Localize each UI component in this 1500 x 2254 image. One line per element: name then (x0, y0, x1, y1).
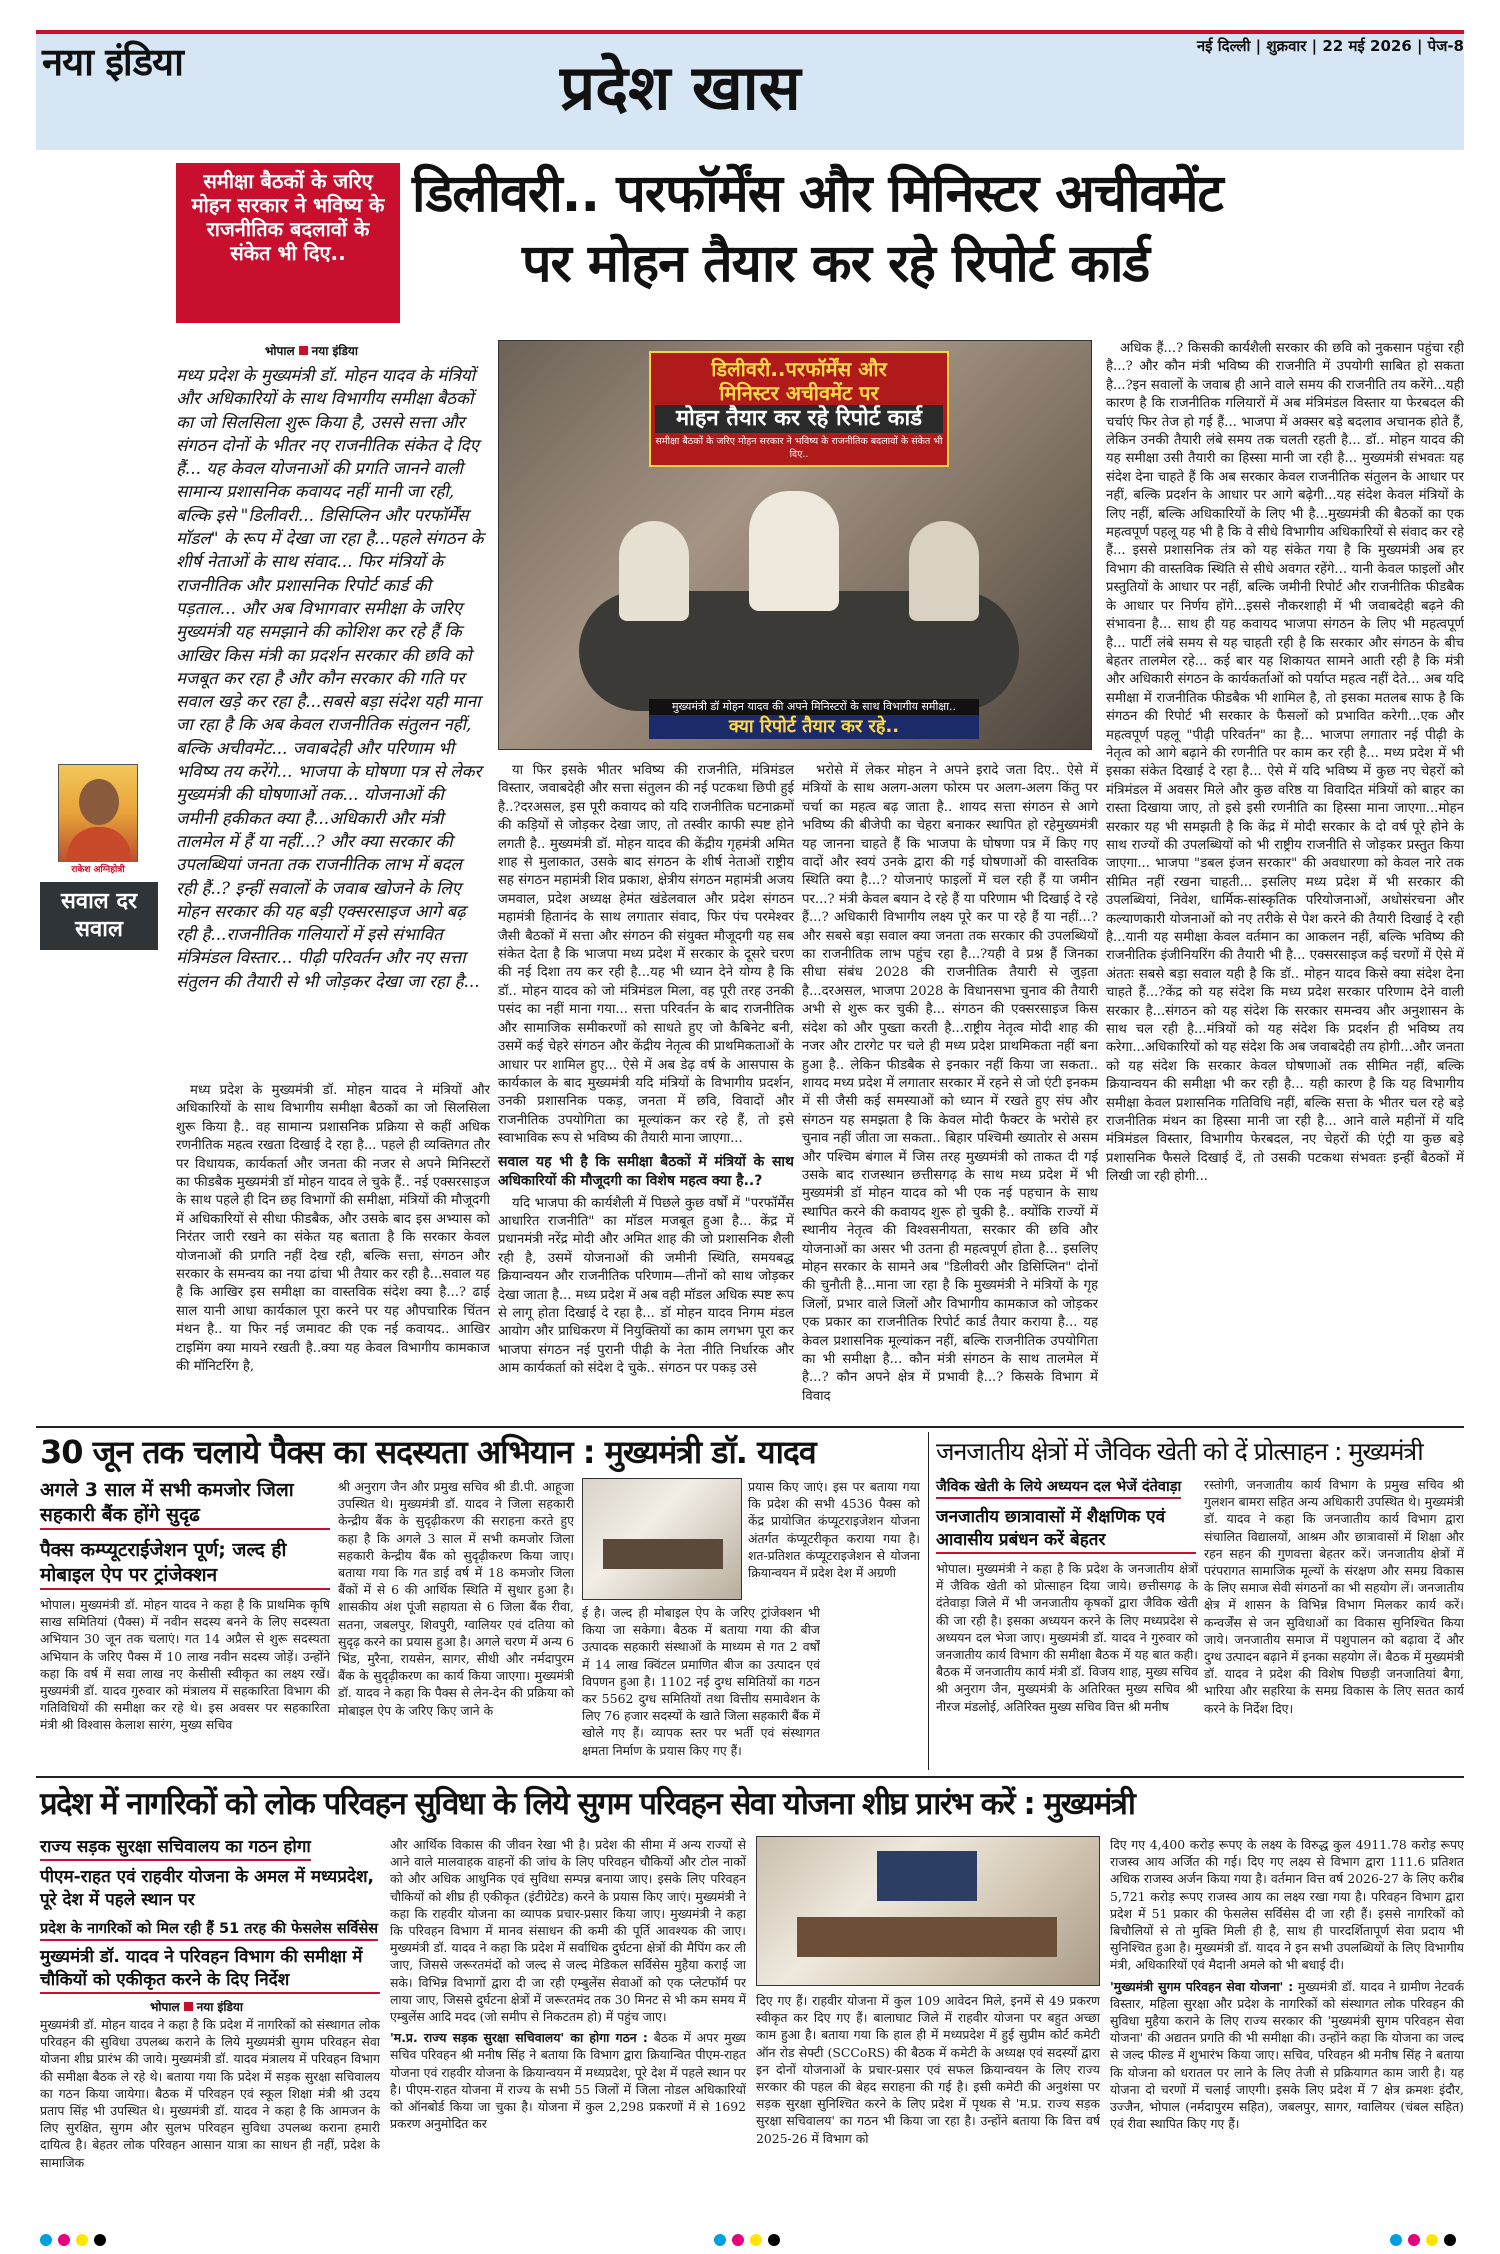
dateline-source: नया इंडिया (196, 2000, 244, 2014)
reg-dot (40, 2234, 52, 2246)
dateline-source: नया इंडिया (311, 344, 359, 358)
section-title: प्रदेश खास (560, 51, 801, 124)
dateline-city: भोपाल (265, 344, 295, 358)
story2-photo (582, 1478, 742, 1600)
story3-col-1: भोपाल। मुख्यमंत्री ने कहा है कि प्रदेश के जनजातीय क्षेत्रों में जैविक खेती को प्रोत्साहन दिया जाये। छत्तीसगढ़ के दंतेवाड़ा जिले में भी जनजातीय कृषकों द्वारा जैविक खेती की जा रही है। इसका अध्ययन करने के लिए मध्यप्रदेश से अध्ययन दल भेजा जाए। मुख्यमंत्री डॉ. यादव ने गुरुवार को जनजातीय कार्य विभाग की समीक्षा बैठक में यह बात कही। बैठक में जनजातीय कार्य मंत्री डॉ. विजय शाह, मुख्य सचिव श्री अनुराग जैन, मुख्यमंत्री के अतिरिक्त मुख्य सचिव श्री नीरज मंडलोई, अतिरिक्त मुख्य सचिव वित्त श्री मनीष (936, 1561, 1198, 1714)
lead-kicker-box (176, 163, 400, 323)
date-line: नई दिल्ली | शुक्रवार | 22 मई 2026 | पेज-8 (1196, 37, 1464, 55)
story2-sub2: पैक्स कम्प्यूटराईजेशन पूर्ण; जल्द ही मोबाइल ऐप पर ट्रांजेक्शन (40, 1538, 330, 1590)
story4-sub1: राज्य सड़क सुरक्षा सचिवालय का गठन होगा (40, 1836, 311, 1861)
story2-col-2: श्री अनुराग जैन और प्रमुख सचिव श्री डी.पी. आहूजा उपस्थित थे। मुख्यमंत्री डॉ. यादव ने जिला सहकारी केन्द्रीय बैंक के सुदृढ़ीकरण की सराहना करते हुए कहा है कि अगले 3 साल में सभी कमजोर जिला सहकारी केन्द्रीय बैंक को सुदृढ़ीकरण किया जाए। बताया गया कि गत डाई वर्ष में 18 कमजोर जिला बैंकों में से 6 की आर्थिक स्थिति में सुधार हुआ है। शासकीय अंश पूंजी सहायता से 6 जिला बैंक रीवा, सतना, जबलपुर, शिवपुरी, ग्वालियर एवं दतिया को सुदृढ़ करने का प्रयास हुआ है। अगले चरण में अन्य 6 भिंड, मुरैना, रायसेन, सागर, सीधी और नर्मदापुरम बैंक के सुदृढ़ीकरण का कार्य किया जाएगा। मुख्यमंत्री डॉ. यादव ने कहा कि पैक्स से लेन-देन की प्रक्रिया को मोबाइल ऐप के जरिए किए जाने के (338, 1479, 574, 1718)
lead-photo (498, 340, 1092, 750)
story4-col-4-text: दिए गए 4,400 करोड़ रूपए के लक्ष्य के विरुद्ध कुल 4911.78 करोड़ रूपए राजस्व आय अर्जित की गई। दिए गए लक्ष्य से विभाग द्वारा 111.6 प्रतिशत अधिक राजस्व अर्जन किया गया है। वर्तमान वित्त वर्ष 2026-27 के लिए करीब 5,721 करोड़ रूपए राजस्व आय का लक्ष्य रखा गया है। परिवहन विभाग द्वारा प्रदेश में 51 प्रकार की फेसलेस सर्विसेस दी जा रही हैं। इससे नागरिकों को बिचौलियों से तो मुक्ति मिली ही है, साथ ही पारदर्शितापूर्ण सेवा प्रदाय भी सुनिश्चित हुआ है। मुख्यमंत्री डॉ. यादव ने इन सभी उपलब्धियों के लिए विभागीय मंत्री, अधिकारियों एवं मैदानी अमले को भी बधाई दी। (1110, 1837, 1464, 1973)
reg-dot (714, 2234, 726, 2246)
story3-sub2: जनजातीय छात्रावासों में शैक्षणिक एवं आवासीय प्रबंधन करें बेहतर (936, 1506, 1196, 1554)
story4-sub3: प्रदेश के नागरिकों को मिल रही हैं 51 तरह की फेसलेस सर्विसेस (40, 1919, 378, 1941)
lead-dateline (265, 342, 358, 359)
story4-sub4: मुख्यमंत्री डॉ. यादव ने परिवहन विभाग की समीक्षा में चौकियों को एकीकृत करने के दिए निर्देश (40, 1946, 380, 1994)
dateline-square (184, 2002, 193, 2011)
story2-col-1: भोपाल। मुख्यमंत्री डॉ. मोहन यादव ने कहा है कि प्राथमिक कृषि साख समितियां (पैक्स) में नवीन सदस्य बनने के लिए सदस्यता अभियान 30 जून तक चलाएं। गत 14 अप्रैल से शुरू सदस्यता अभियान के जरिए पैक्स में 10 लाख नवीन सदस्य जोड़ें। उन्होंने कहा कि वर्ष में सवा लाख नए केसीसी स्वीकृत का लक्ष्य रखें। मुख्यमंत्री डॉ. यादव गुरुवार को मंत्रालय में सहकारिता विभाग की गतिविधियों की समीक्षा कर रहे थे। इस अवसर पर सहकारिता मंत्री श्री विश्वास केलाश सारंग, मुख्य सचिव (40, 1597, 330, 1733)
column-badge (40, 882, 158, 950)
dateline-city: भोपाल (150, 2000, 180, 2014)
registration-marks-center (714, 2234, 780, 2246)
reg-dot (1444, 2234, 1456, 2246)
reg-dot (750, 2234, 762, 2246)
story4-sub4-wrap (40, 1946, 380, 1994)
reg-dot (732, 2234, 744, 2246)
photo-screen (877, 1851, 977, 1901)
story4-col-4-rest: मुख्यमंत्री डॉ. यादव ने ग्रामीण नेटवर्क विस्तार, महिला सुरक्षा और प्रदेश के नागरिकों को संस्थागत लोक परिवहन की सुविधा मुहैया कराने के लिए राज्य सरकार की 'मुख्यमंत्री सुगम परिवहन सेवा योजना' की अद्यतन प्रगति की भी समीक्षा की। उन्होंने कहा कि योजना का जल्द से जल्द फील्ड में शुभारंभ किया जाए। सचिव, परिवहन श्री मनीष सिंह ने बताया कि योजना को धरातल पर लाने के लिए तेजी से प्रक्रियागत काम जारी है। यह योजना दो चरणों में चलाई जाएगी। इसके लिए प्रदेश में 7 क्षेत्र क्रमशः इंदौर, उज्जैन, भोपाल (नर्मदापुरम सहित), जबलपुर, सागर, ग्वालियर (चंबल सहित) एवं रीवा स्थापित किए गए हैं। (1110, 1978, 1464, 2132)
lead-col-1: मध्य प्रदेश के मुख्यमंत्री डॉ. मोहन यादव ने मंत्रियों और अधिकारियों के साथ विभागीय समीक्षा बैठकों का जो सिलसिला शुरू किया है.. वह सामान्य प्रशासनिक प्रक्रिया से कहीं अधिक रणनीतिक महत्व रखता दिखाई दे रहा है... पहले ही व्यक्तिगत तौर पर विधायक, कार्यकर्ता और जनता की नजर से अपने मिनिस्टरों का फीडबैक मुख्यमंत्री डॉ मोहन यादव ले चुके हैं.. नई एक्सरसाइज के साथ पहले ही दिन छह विभागों की समीक्षा, मंत्रियों की मौजूदगी में अधिकारियों से सीधा फीडबैक, और उसके बाद इस अभ्यास को निरंतर जारी रखने का संकेत यह बताता है कि सरकार केवल योजनाओं की प्रगति नहीं देख रही, बल्कि सत्ता, संगठन और सरकार के समन्वय का नया ढांचा भी तैयार कर रही है...सवाल यह है कि आखिर इस समीक्षा का वास्तविक संदेश क्या है...? ढाई साल यानी आधा कार्यकाल पूरा करने पर यह औपचारिक चिंतन मंथन है.. या फिर नई जमावट की एक नई कवायद.. आखिर टाइमिंग क्या मायने रखती है..क्या यह केवल विभागीय कामकाज की मॉनिटरिंग है, (176, 1083, 490, 1375)
story4-col-2-text-b (390, 2029, 746, 2132)
photo-caption (649, 699, 979, 739)
story2-col-3: ई है। जल्द ही मोबाइल ऐप के जरिए ट्रांजेक्शन भी किया जा सकेगा। बैठक में बताया गया की बीज उत्पादक सहकारी संस्थाओं के माध्यम से गत 2 वर्षों में 14 लाख क्विंटल प्रमाणित बीज का उत्पादन एवं विपणन हुआ है। 1102 नई दुग्ध समितियों का गठन कर 5562 दुग्ध समितियों तथा वित्तीय समावेशन के लिए 76 हजार सदस्यों के खाते जिला सहकारी बैंक में खोले गए हैं। व्यापक स्तर पर भर्ती एवं संस्थागत क्षमता निर्माण के प्रयास किए गए हैं। (582, 1605, 820, 1758)
divider (928, 1432, 929, 1770)
story4-col-4 (1110, 1836, 1464, 2228)
author-face (79, 779, 119, 825)
photo-table (797, 1917, 1057, 1957)
story3-col-2: रस्तोगी, जनजातीय कार्य विभाग के प्रमुख सचिव श्री गुलशन बामरा सहित अन्य अधिकारी उपस्थित थे। मुख्यमंत्री डॉ. यादव ने कहा कि जनजातीय कार्य विभाग द्वारा संचालित विद्यालयों, आश्रम और छात्रावासों में शिक्षा और रहन सहन की गुणवत्ता बेहतर करें। जनजातीय क्षेत्रों में परंपरागत सामाजिक मूल्यों के संरक्षण और समग्र विकास के लिए समाज सेवी संगठनों का भी सहयोग लें। जनजातीय क्षेत्र में शासन के विभिन्न विभाग मिलकर कार्य करें। कन्वर्जेंस से जन सुविधाओं का विकास सुनिश्चित किया जाये। जनजातीय समाज में पशुपालन को बढ़ावा दें और दुग्ध उत्पादन बढ़ाने में इनका सहयोग लें। बैठक में मुख्यमंत्री डॉ. यादव ने प्रदेश की विशेष पिछड़ी जनजातियां बैगा, भारिया और सहरिया के समग्र विकास के लिए सतत कार्य करने के निर्देश दिए। (1204, 1477, 1464, 1716)
divider (36, 1776, 1464, 1778)
story4-col-2-bold: 'म.प्र. राज्य सड़क सुरक्षा सचिवालय' का होगा गठन : (390, 2030, 648, 2046)
story4-col-2-text: और आर्थिक विकास की जीवन रेखा भी है। प्रदेश की सीमा में अन्य राज्यों से आने वाले मालवाहक वाहनों की जांच के लिए परिवहन चौकियों और टोल नाकों को और अधिक आधुनिक एवं सुविधा सम्पन्न बनाया जाए। इसके लिए परिवहन चौकियों को शीघ्र ही एकीकृत (इंटीग्रेटेड) करने के प्रयास किए जाएं। मुख्यमंत्री ने कहा कि राहवीर योजना का व्यापक प्रचार-प्रसार किया जाए। मुख्यमंत्री ने कहा कि परिवहन विभाग में मानव संसाधन की कमी की पूर्ति आवश्यक की जाए। मुख्यमंत्री डॉ. यादव ने कहा कि प्रदेश में सर्वाधिक दुर्घटना क्षेत्रों की मैपिंग कर ली जाए, जिससे जरूरतमंदों को जल्द से जल्द मेडिकल सर्विसेस मुहैया कराई जा सके। विभिन्न विभागों द्वारा दी जा रही एम्बुलेंस सेवाओं को एक प्लेटफॉर्म पर लाया जाए, जिससे दुर्घटना क्षेत्रों में जरूरतमंद तक 30 मिनट से भी कम समय में एम्बुलेंस आदि मदद (जो समीप से निकटतम हो) में पहुंच जाए। (390, 1837, 746, 2025)
photo-banner-line: समीक्षा बैठकों के जरिए मोहन सरकार ने भविष्य के राजनीतिक बदलावों के संकेत भी दिए.. (655, 436, 943, 460)
story3-headline: जनजातीय क्षेत्रों में जैविक खेती को दें प्रोत्साहन : मुख्यमंत्री (936, 1437, 1423, 1466)
lead-col-2-text-b: यदि भाजपा की कार्यशैली में पिछले कुछ वर्षों में "परफॉर्मेंस आधारित राजनीति" का मॉडल मजबूत हुआ है... केंद्र में प्रधानमंत्री नरेंद्र मोदी और अमित शाह की जो प्रशासनिक शैली रही है, उसमें योजनाओं की जमीनी स्थिति, समयबद्ध क्रियान्वयन और राजनीतिक परिणाम—तीनों को साथ जोड़कर देखा जाता है... मध्य प्रदेश में अब वही मॉडल अधिक स्पष्ट रूप से लागू होता दिखाई दे रहा है... डॉ मोहन यादव निगम मंडल आयोग और प्राधिकरण में नियुक्तियों का काम लगभग पूरा कर भाजपा संगठन नई पुरानी पीढ़ी के नेता नीति निर्धारक और आम कार्यकर्ता को संदेश दे चुके.. संगठन पर पकड़ उसे (498, 1195, 794, 1377)
lead-col-3: भरोसे में लेकर मोहन ने अपने इरादे जता दिए.. ऐसे में मंत्रियों के साथ अलग-अलग फोरम पर अलग-अलग किंतु पर चर्चा का महत्व बढ़ जाता है.. शायद सत्ता संगठन से आगे भविष्य की बीजेपी का चेहरा बनाकर स्थापित हो रहेमुख्यमंत्री यह जानना चाहते हैं कि भाजपा के घोषणा पत्र में किए गए वादों और स्वयं उनके द्वारा की गई घोषणाओं की वास्तविक स्थिति क्या है...? योजनाएं फाइलों में चल रही हैं या जमीन पर...? मंत्री केवल बयान दे रहे हैं या परिणाम भी दिखाई दे रहे हैं...? अधिकारी विभागीय लक्ष्य पूरे कर पा रहे हैं या नहीं...? और सबसे बड़ा सवाल क्या जनता तक सरकार की उपलब्धियों का राजनीतिक लाभ पहुंच रहा है...?यही वे प्रश्न हैं जिनका सीधा संबंध 2028 की राजनीतिक तैयारी से जुड़ता है...दरअसल, भाजपा 2028 के विधानसभा चुनाव की तैयारी अभी से शुरू कर चुकी है... संगठन की एक्सरसाइज किस संदेश को और पुख्ता करती है...राष्ट्रीय नेतृत्व मोदी शाह की नजर और टारगेट पर चले ही मध्य प्रदेश प्राथमिकता नहीं बना हुआ है.. लेकिन फीडबैक से इनकार नहीं किया जा सकता.. शायद मध्य प्रदेश में लगातार सरकार में रहने से जो एंटी इनकम में सी जैसी कई समस्याओं को ध्यान में रखते हुए संघ और संगठन यह समझता है कि केवल मोदी फैक्टर के भरोसे हर चुनाव नहीं जीता जा सकता.. बिहार पश्चिमी ख्यातोर से असम और पश्चिम बंगाल में जिस तरह मुख्यमंत्री को ताकत दी गई उसके बाद राजस्थान छत्तीसगढ़ के साथ मध्य प्रदेश में भी मुख्यमंत्री डॉ मोहन यादव को भी एक नई पहचान के साथ स्थापित करने की कवायद शुरू हो चुकी है.. क्योंकि राज्यों में स्थानीय नेतृत्व की विश्वसनीयता, सरकार की छवि और योजनाओं का असर भी उतना ही महत्वपूर्ण होता है... इसलिए मोहन सरकार के सामने अब "डिलीवरी और डिसिप्लिन" दोनों की चुनौती है...माना जा रहा है कि मुख्यमंत्री ने मंत्रियों के गृह जिलों, प्रभार वाले जिलों और विभागीय कामकाज को जोड़कर एक प्रकार का राजनीतिक रिपोर्ट कार्ड तैयार कराया है... यह केवल प्रशासनिक मूल्यांकन नहीं, बल्कि राजनीतिक उपयोगिता का भी समीक्षा है... कौन मंत्री संगठन के साथ तालमेल में है...? कौन अपने क्षेत्र में प्रभावी है...? किसके विभाग में विवाद (802, 763, 1098, 1404)
story4-col-4-bold: 'मुख्यमंत्री सुगम परिवहन सेवा योजना' : (1110, 1978, 1294, 1994)
story4-col-2 (390, 1836, 746, 2228)
story4-sub1-wrap (40, 1836, 380, 1861)
story4-sub2: पीएम-राहत एवं राहवीर योजना के अमल में मध्यप्रदेश, पूरे देश में पहले स्थान पर (40, 1867, 374, 1910)
reg-dot (76, 2234, 88, 2246)
lead-col-2-text: या फिर इसके भीतर भविष्य की राजनीति, मंत्रिमंडल विस्तार, जवाबदेही और सत्ता संतुलन की नई पटकथा छिपी हुई है..?दरअसल, इस पूरी कवायद को यदि राजनीतिक घटनाक्रमों की कड़ियों से जोड़कर देखा जाए, तो तस्वीर काफी स्पष्ट होने लगती है.. मुख्यमंत्री डॉ. मोहन यादव की केंद्रीय गृहमंत्री अमित शाह से मुलाकात, उसके बाद संगठन के शीर्ष नेताओं राष्ट्रीय सह संगठन महामंत्री शिव प्रकाश, क्षेत्रीय संगठन महामंत्री अजय जमवाल, प्रदेश अध्यक्ष हेमंत खंडेलवाल और प्रदेश संगठन महामंत्री हितानंद के साथ लगातार संवाद, फिर पंच परमेश्वर जैसी बैठकों में सत्ता और संगठन की संयुक्त मौजूदगी यह सब संकेत देता है कि भाजपा मध्य प्रदेश में सरकार के दूसरे चरण की नई दिशा तय कर रही है...यह भी ध्यान देने योग्य है कि डॉ.. मोहन यादव को जो मंत्रिमंडल मिला, वह पूरी तरह उनकी पसंद का नहीं माना गया... सत्ता परिवर्तन के बाद राजनीतिक और सामाजिक समीकरणों को साधते हुए जो कैबिनेट बनी, उसमें कई चेहरे संगठन और केंद्रीय नेतृत्व की प्राथमिकताओं के आधार पर शामिल हुए... ऐसे में अब डेढ़ वर्ष के आसपास के कार्यकाल के बाद मुख्यमंत्री यदि मंत्रियों के विभागीय प्रदर्शन, उनकी प्रशासनिक पकड़, जनता में छवि, विवादों और राजनीतिक उपयोगिता का मूल्यांकन कर रहे हैं, तो इसे स्वाभाविक रूप से भविष्य की तैयारी माना जाएगा... (498, 763, 794, 1147)
registration-marks-left (40, 2234, 106, 2246)
lead-kicker: समीक्षा बैठकों के जरिए मोहन सरकार ने भविष्य के राजनीतिक बदलावों के संकेत भी दिए.. (191, 169, 385, 265)
lead-headline-2: पर मोहन तैयार कर रहे रिपोर्ट कार्ड (522, 234, 1150, 294)
story3-sub2-wrap (936, 1506, 1196, 1554)
masthead-top-rule (36, 30, 1464, 34)
reg-dot (1426, 2234, 1438, 2246)
author-name: राकेश अग्निहोत्री (58, 862, 138, 875)
story4-dateline (150, 1998, 243, 2015)
reg-dot (768, 2234, 780, 2246)
story4-sub2-wrap (40, 1866, 380, 1912)
photo-person (749, 491, 839, 611)
dateline-square (299, 346, 308, 355)
divider (36, 1426, 1464, 1428)
lead-col-2-subhead: सवाल यह भी है कि समीक्षा बैठकों में मंत्रियों के साथ अधिकारियों की मौजूदगी का विशेष महत्व क्या है..? (498, 1153, 794, 1189)
photo-person (619, 521, 689, 621)
story2-col-4: प्रयास किए जाएं। इस पर बताया गया कि प्रदेश की सभी 4536 पैक्स को केंद्र प्रायोजित कंप्यूटराइजेशन योजना अंतर्गत कंप्यूटरीकृत कराया गया है। शत-प्रतिशत कंप्यूटराइजेशन से योजना क्रियान्वयन में प्रदेश देश में अग्रणी (748, 1479, 920, 1581)
story4-col-3: दिए गए हैं। राहवीर योजना में कुल 109 आवेदन मिले, इनमें से 49 प्रकरण स्वीकृत कर दिए गए हैं। बालाघाट जिले में राहवीर योजना पर बहुत अच्छा काम हुआ है। बताया गया कि हाल ही में मध्यप्रदेश में हुई सुप्रीम कोर्ट कमेटी ऑन रोड सेफ्टी (SCCoRS) की बैठक में कमेटी के अध्यक्ष एवं सदस्यों द्वारा इन दोनों योजनाओं के प्रचार-प्रसार एवं सफल क्रियान्वयन के लिए राज्य सरकार की पहल की बेहद सराहना की गई है। इसी कमेटी की अनुशंसा पर सड़क सुरक्षा सुनिश्चित करने के लिए प्रदेश में पृथक से 'म.प्र. राज्य सड़क सुरक्षा सचिवालय' का गठन भी किया जा रहा है। उन्होंने बताया कि वित्त वर्ष 2025-26 में विभाग को (756, 1993, 1100, 2146)
photo-banner (649, 351, 949, 467)
lead-intro: मध्य प्रदेश के मुख्यमंत्री डॉ. मोहन यादव के मंत्रियों और अधिकारियों के साथ विभागीय समीक्षा बैठकों का जो सिलसिला शुरू किया है, उससे सत्ता और संगठन दोनों के भीतर नए राजनीतिक संकेत दे दिए हैं... यह केवल योजनाओं की प्रगति जानने वाली सामान्य प्रशासनिक कवायद नहीं मानी जा रही, बल्कि इसे "डिलीवरी... डिसिप्लिन और परफॉर्मेंस मॉडल" के रूप में देखा जा रहा है...पहले संगठन के शीर्ष नेताओं के साथ संवाद... फिर मंत्रियों के राजनीतिक और प्रशासनिक रिपोर्ट कार्ड की पड़ताल... और अब विभागवार समीक्षा के जरिए मुख्यमंत्री यह समझाने की कोशिश कर रहे हैं कि आखिर किस मंत्री का प्रदर्शन सरकार की छवि को मजबूत कर रहा है और कौन सरकार की गति पर सवाल खड़े कर रहा है...सबसे बड़ा संदेश यही माना जा रहा है कि अब केवल राजनीतिक संतुलन नहीं, बल्कि अचीवमेंट... जवाबदेही और परिणाम भी भविष्य तय करेंगे... भाजपा के घोषणा पत्र से लेकर मुख्यमंत्री की घोषणाओं तक... योजनाओं की जमीनी हकीकत क्या है...अधिकारी और मंत्री तालमेल में हैं या नहीं...? और क्या सरकार की उपलब्धियां जनता तक राजनीतिक लाभ में बदल रही हैं..? इन्हीं सवालों के जवाब खोजने के लिए मोहन सरकार की यह बड़ी एक्सरसाइज आगे बढ़ रही है...राजनीतिक गलियारों में इसे संभावित मंत्रिमंडल विस्तार... पीढ़ी परिवर्तन और नए सत्ता संतुलन की तैयारी से भी जोड़कर देखा जा रहा है... (176, 365, 484, 991)
photo-banner-line: मोहन तैयार कर रहे रिपोर्ट कार्ड (655, 405, 943, 433)
story3-sub1: जैविक खेती के लिये अध्ययन दल भेजें दंतेवाड़ा (936, 1477, 1181, 1499)
reg-dot (1408, 2234, 1420, 2246)
reg-dot (58, 2234, 70, 2246)
story3-sub1-wrap (936, 1476, 1196, 1499)
lead-headline-1: डिलीवरी.. परफॉर्मेंस और मिनिस्टर अचीवमेंट (412, 164, 1223, 224)
story4-photo (756, 1836, 1100, 1986)
story4-col-4-text-b (1110, 1978, 1464, 2133)
story2-sub2-wrap (40, 1538, 330, 1590)
photo-person (909, 521, 979, 621)
story4-headline: प्रदेश में नागरिकों को लोक परिवहन सुविधा के लिये सुगम परिवहन सेवा योजना शीघ्र प्रारंभ करें : मुख्यमंत्री (40, 1786, 1135, 1822)
photo-caption-line: मुख्यमंत्री डॉ मोहन यादव की अपने मिनिस्टरों के साथ विभागीय समीक्षा.. (649, 699, 979, 715)
registration-marks-right (1390, 2234, 1456, 2246)
photo-caption-line: क्या रिपोर्ट तैयार कर रहे.. (649, 715, 979, 739)
paper-name: नया इंडिया (42, 40, 183, 84)
story2-sub1-wrap (40, 1478, 330, 1530)
story2-headline: 30 जून तक चलाये पैक्स का सदस्यता अभियान : मुख्यमंत्री डॉ. यादव (40, 1433, 816, 1471)
story4-col-1: मुख्यमंत्री डॉ. मोहन यादव ने कहा है कि प्रदेश में नागरिकों को संस्थागत लोक परिवहन की सुविधा उपलब्ध कराने के लिये मुख्यमंत्री सुगम परिवहन सेवा योजना शीघ्र प्रारंभ की जाये। मुख्यमंत्री डॉ. यादव मंत्रालय में परिवहन विभाग की समीक्षा बैठक ले रहे थे। बताया गया कि प्रदेश में सड़क सुरक्षा सचिवालय का गठन किया जायेगा। बैठक में परिवहन एवं स्कूल शिक्षा मंत्री श्री उदय प्रताप सिंह भी उपस्थित थे। मुख्यमंत्री डॉ. यादव ने कहा है कि आमजन के लिए सुरक्षित, सुगम और सुलभ परिवहन सुविधा उपलब्ध कराना हमारी दायित्व है। बेहतर लोक परिवहन आसान यात्रा का साधन ही नहीं, प्रदेश के सामाजिक (40, 2017, 380, 2170)
lead-col-2 (498, 762, 794, 1418)
photo-banner-line: डिलीवरी..परफॉर्मेंस और (711, 357, 887, 381)
story2-sub1: अगले 3 साल में सभी कमजोर जिला सहकारी बैंक होंगे सुदृढ (40, 1478, 330, 1530)
photo-table (603, 1539, 723, 1569)
reg-dot (94, 2234, 106, 2246)
column-name: सवाल दर सवाल (60, 889, 138, 942)
author-photo (58, 764, 138, 872)
story4-sub3-wrap (40, 1918, 380, 1941)
reg-dot (1390, 2234, 1402, 2246)
lead-col-4: अधिक हैं...? किसकी कार्यशैली सरकार की छवि को नुकसान पहुंचा रही है...? और कौन मंत्री भविष्य की राजनीति में उपयोगी साबित हो सकता है...?इन सवालों के जवाब ही आने वाले समय की राजनीति तय करेंगे...यही कारण है कि राजनीतिक गलियारों में अब मंत्रिमंडल विस्तार या फेरबदल की चर्चाएं फिर तेज हो गई हैं... भाजपा में अक्सर बड़े बदलाव अचानक होते हैं, लेकिन उनकी तैयारी लंबे समय तक चलती रहती है... डॉ.. मोहन यादव की यह समीक्षा उसी तैयारी का हिस्सा मानी जा रही है... मुख्यमंत्री संभवतः यह संदेश देना चाहते हैं कि अब सरकार केवल राजनीतिक संतुलन के आधार पर नहीं, बल्कि प्रदर्शन के आधार पर आगे बढ़ेगी...यह संदेश केवल मंत्रियों के लिए नहीं, बल्कि अधिकारियों के लिए भी है...मुख्यमंत्री की बैठकों का एक महत्वपूर्ण पहलू यह भी है कि वे सीधे विभागीय अधिकारियों से संवाद कर रहे हैं... इससे प्रशासनिक तंत्र को यह संकेत गया है कि मुख्यमंत्री अब हर विभाग की वास्तविक स्थिति से सीधे अवगत रहेंगे... यानी केवल फाइलों और प्रस्तुतियों के आधार पर नहीं, बल्कि जमीनी रिपोर्ट और राजनीतिक फीडबैक के आधार पर निर्णय होंगे...इससे नौकरशाही में भी जवाबदेही बढ़ने की संभावना है... साथ ही यह कवायद भाजपा संगठन के लिए भी महत्वपूर्ण है... पार्टी लंबे समय से यह चाहती रही है कि सरकार और संगठन के बीच बेहतर तालमेल रहे... कई बार यह शिकायत सामने आती रही है कि मंत्री और अधिकारी संगठन के कार्यकर्ताओं को पर्याप्त महत्व नहीं देते... अब यदि समीक्षा में राजनीतिक फीडबैक भी शामिल है, तो इसका मतलब साफ है कि संगठन की रिपोर्ट भी सरकार के फैसलों को प्रभावित करेगी...एक और महत्वपूर्ण पहलू "पीढ़ी परिवर्तन" का है... भाजपा लगातार नई पीढ़ी के नेतृत्व को आगे बढ़ाने की रणनीति पर काम कर रही है... मध्य प्रदेश में भी इसका संकेत दिखाई दे रहा है... ऐसे में यदि भविष्य में कुछ नए चेहरों को मंत्रिमंडल में अवसर मिले और कुछ वरिष्ठ या विवादित मंत्रियों को बाहर का रास्ता दिखाया जाए, तो इसे इसी रणनीति का हिस्सा माना जाएगा...मोहन सरकार यह भी समझती है कि केंद्र में मोदी सरकार के दो वर्ष पूरे होने के साथ राज्यों की उपलब्धियों को भी राष्ट्रीय राजनीति से जोड़कर प्रस्तुत किया जाएगा... भाजपा "डबल इंजन सरकार" की अवधारणा को केवल नारे तक सीमित नहीं रखना चाहती... इसलिए मध्य प्रदेश में भी सरकार की उपलब्धियां, निवेश, धार्मिक-सांस्कृतिक परियोजनाओं, अधोसंरचना और कल्याणकारी योजनाओं को नए तरीके से पेश करने की तैयारी दिखाई दे रही है...यानी यह समीक्षा केवल वर्तमान का आकलन नहीं, बल्कि भविष्य की राजनीतिक इंजीनियरिंग की तैयारी भी है... एक्सरसाइज कई चरणों में ऐसे में अंततः सबसे बड़ा सवाल यही है कि डॉ.. मोहन यादव किसे क्या संदेश देना चाहते हैं...?केंद्र को यह संदेश कि मध्य प्रदेश सरकार परिणाम देने वाली सरकार है...संगठन को यह संदेश कि सरकार समन्वय और अनुशासन के साथ चल रही है...मंत्रियों को यह संदेश कि प्रदर्शन ही भविष्य तय करेगा...अधिकारियों को यह संदेश कि अब जवाबदेही तय होगी...और जनता को यह संदेश कि सरकार केवल घोषणाओं तक सीमित नहीं, बल्कि क्रियान्वयन की समीक्षा भी कर रही है... यही कारण है कि यह विभागीय समीक्षा केवल प्रशासनिक गतिविधि नहीं, बल्कि सत्ता के भीतर चल रहे बड़े राजनीतिक मंथन का हिस्सा मानी जा रही है... आने वाले महीनों में यदि मंत्रिमंडल विस्तार, विभागीय फेरबदल, नए चेहरों की एंट्री या कुछ बड़े प्रशासनिक फैसले दिखाई दें, तो उसकी पटकथा संभवतः इन्हीं बैठकों में लिखी जा रही होगी... (1106, 341, 1464, 1185)
photo-banner-line: मिनिस्टर अचीवमेंट पर (719, 381, 879, 405)
story4-col-2-rest: बैठक में अपर मुख्य सचिव परिवहन श्री मनीष सिंह ने बताया कि विभाग द्वारा क्रियान्वित पीएम-राहत योजना एवं राहवीर योजना के क्रियान्वयन में मध्यप्रदेश, पूरे देश में पहले स्थान पर है। पीएम-राहत योजना में राज्य के सभी 55 जिलों में जिला नोडल अधिकारियों को ऑनबोर्ड किया जा चुका है। योजना में कुल 2,298 प्रकरणों में से 1692 प्रकरण अनुमोदित कर (390, 2030, 746, 2132)
